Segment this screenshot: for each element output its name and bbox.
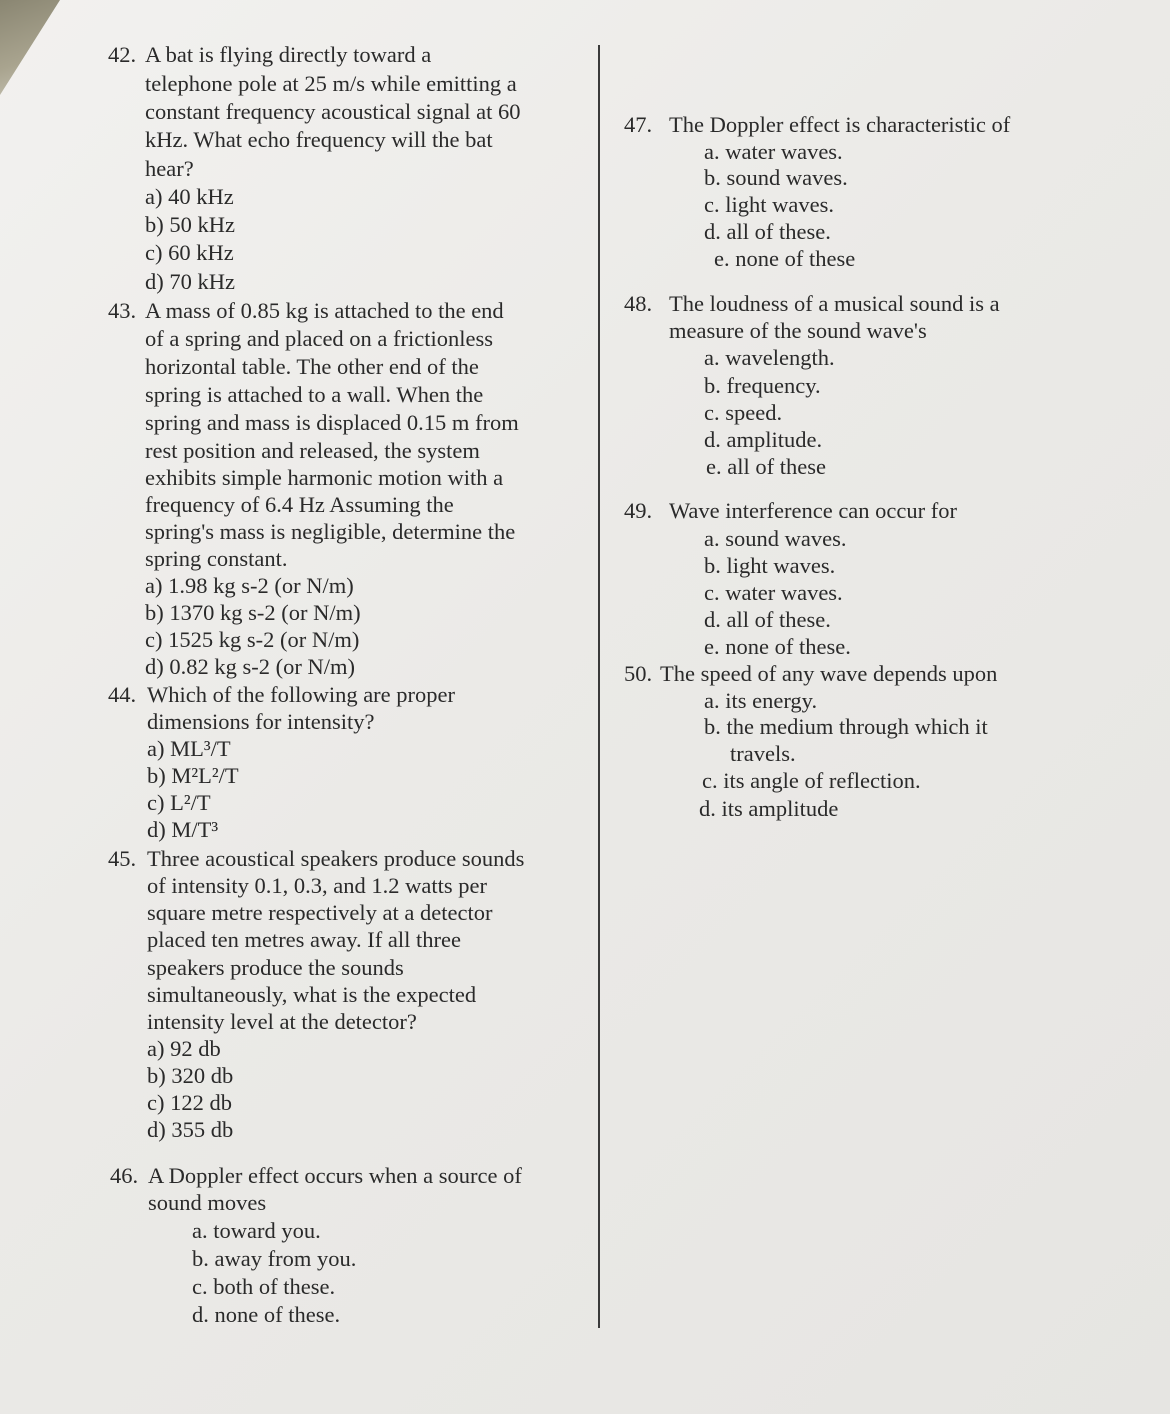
q44-option: b) M²L²/T: [147, 763, 239, 788]
q45-text-line: simultaneously, what is the expected: [147, 982, 477, 1007]
q48-option: a. wavelength.: [704, 345, 835, 370]
q45-number: 45.: [108, 846, 137, 871]
q43-option: b) 1370 kg s-2 (or N/m): [145, 600, 361, 625]
q44-option: d) M/T³: [147, 817, 219, 842]
q47-option: c. light waves.: [704, 192, 834, 217]
q49-option: e. none of these.: [704, 634, 851, 659]
q43-text-line: spring's mass is negligible, determine the: [145, 519, 516, 544]
q43-option: d) 0.82 kg s-2 (or N/m): [145, 654, 355, 679]
q42-text-line: A bat is flying directly toward a: [145, 42, 432, 67]
q43-text-line: spring and mass is displaced 0.15 m from: [145, 410, 519, 435]
q44-number: 44.: [108, 682, 137, 707]
q42-option: c) 60 kHz: [145, 240, 234, 265]
q46-option: d. none of these.: [192, 1302, 341, 1327]
q46-option: a. toward you.: [192, 1218, 321, 1243]
q43-text-line: spring constant.: [145, 546, 288, 571]
q45-option: d) 355 db: [147, 1117, 234, 1142]
q45-text-line: square metre respectively at a detector: [147, 900, 493, 925]
q43-text-line: horizontal table. The other end of the: [145, 354, 479, 379]
q48-text-line: The loudness of a musical sound is a: [669, 291, 1000, 316]
q45-text-line: placed ten metres away. If all three: [147, 927, 462, 952]
q44-text-line: Which of the following are proper: [147, 682, 456, 707]
q45-option: c) 122 db: [147, 1090, 232, 1115]
q43-text-line: frequency of 6.4 Hz Assuming the: [145, 492, 454, 517]
q48-option: d. amplitude.: [704, 427, 823, 452]
q50-number: 50.: [624, 661, 653, 686]
q50-option-continuation: travels.: [730, 741, 796, 766]
q50-option: b. the medium through which it: [704, 714, 988, 739]
q43-text-line: of a spring and placed on a frictionless: [145, 326, 494, 351]
q45-text-line: Three acoustical speakers produce sounds: [147, 846, 525, 871]
q43-option: c) 1525 kg s-2 (or N/m): [145, 627, 360, 652]
q48-option: b. frequency.: [704, 373, 821, 398]
q45-text-line: of intensity 0.1, 0.3, and 1.2 watts per: [147, 873, 487, 898]
q47-text-line: The Doppler effect is characteristic of: [669, 112, 1011, 137]
q49-number: 49.: [624, 498, 653, 523]
q49-option: a. sound waves.: [704, 526, 847, 551]
q43-text-line: exhibits simple harmonic motion with a: [145, 465, 504, 490]
q42-option: b) 50 kHz: [145, 212, 235, 237]
q46-text-line: A Doppler effect occurs when a source of: [148, 1163, 522, 1188]
q43-option: a) 1.98 kg s-2 (or N/m): [145, 573, 354, 598]
q47-option: d. all of these.: [704, 219, 831, 244]
q46-number: 46.: [110, 1163, 139, 1188]
q47-option: a. water waves.: [704, 139, 843, 164]
q49-text-line: Wave interference can occur for: [669, 498, 957, 523]
q46-option: c. both of these.: [192, 1274, 336, 1299]
q48-text-line: measure of the sound wave's: [669, 318, 927, 343]
q44-option: a) ML³/T: [147, 736, 231, 761]
q49-option: b. light waves.: [704, 553, 836, 578]
q42-text-line: hear?: [145, 156, 194, 181]
q45-option: b) 320 db: [147, 1063, 234, 1088]
q50-text-line: The speed of any wave depends upon: [660, 661, 998, 686]
q42-text-line: kHz. What echo frequency will the bat: [145, 127, 493, 152]
q43-text-line: A mass of 0.85 kg is attached to the end: [145, 298, 504, 323]
q44-text-line: dimensions for intensity?: [147, 709, 375, 734]
q42-number: 42.: [108, 42, 137, 67]
q45-option: a) 92 db: [147, 1036, 221, 1061]
q47-option: e. none of these: [714, 246, 856, 271]
q49-option: c. water waves.: [704, 580, 843, 605]
q45-text-line: speakers produce the sounds: [147, 955, 404, 980]
q42-text-line: telephone pole at 25 m/s while emitting a: [145, 71, 517, 96]
q42-option: a) 40 kHz: [145, 184, 234, 209]
q43-number: 43.: [108, 298, 137, 323]
q48-number: 48.: [624, 291, 653, 316]
q50-option: a. its energy.: [704, 688, 818, 713]
q46-option: b. away from you.: [192, 1246, 357, 1271]
q48-option: e. all of these: [706, 454, 826, 479]
q43-text-line: spring is attached to a wall. When the: [145, 382, 484, 407]
q49-option: d. all of these.: [704, 607, 831, 632]
q44-option: c) L²/T: [147, 790, 211, 815]
q47-number: 47.: [624, 112, 653, 137]
q46-text-line: sound moves: [148, 1190, 267, 1215]
q42-text-line: constant frequency acoustical signal at 60: [145, 99, 521, 124]
page-corner-shadow: [0, 0, 60, 95]
q42-option: d) 70 kHz: [145, 269, 235, 294]
q48-option: c. speed.: [704, 400, 783, 425]
column-divider: [598, 45, 600, 1328]
q45-text-line: intensity level at the detector?: [147, 1009, 417, 1034]
q50-option: c. its angle of reflection.: [702, 768, 921, 793]
q47-option: b. sound waves.: [704, 165, 848, 190]
q43-text-line: rest position and released, the system: [145, 438, 480, 463]
q50-option: d. its amplitude: [699, 796, 839, 821]
